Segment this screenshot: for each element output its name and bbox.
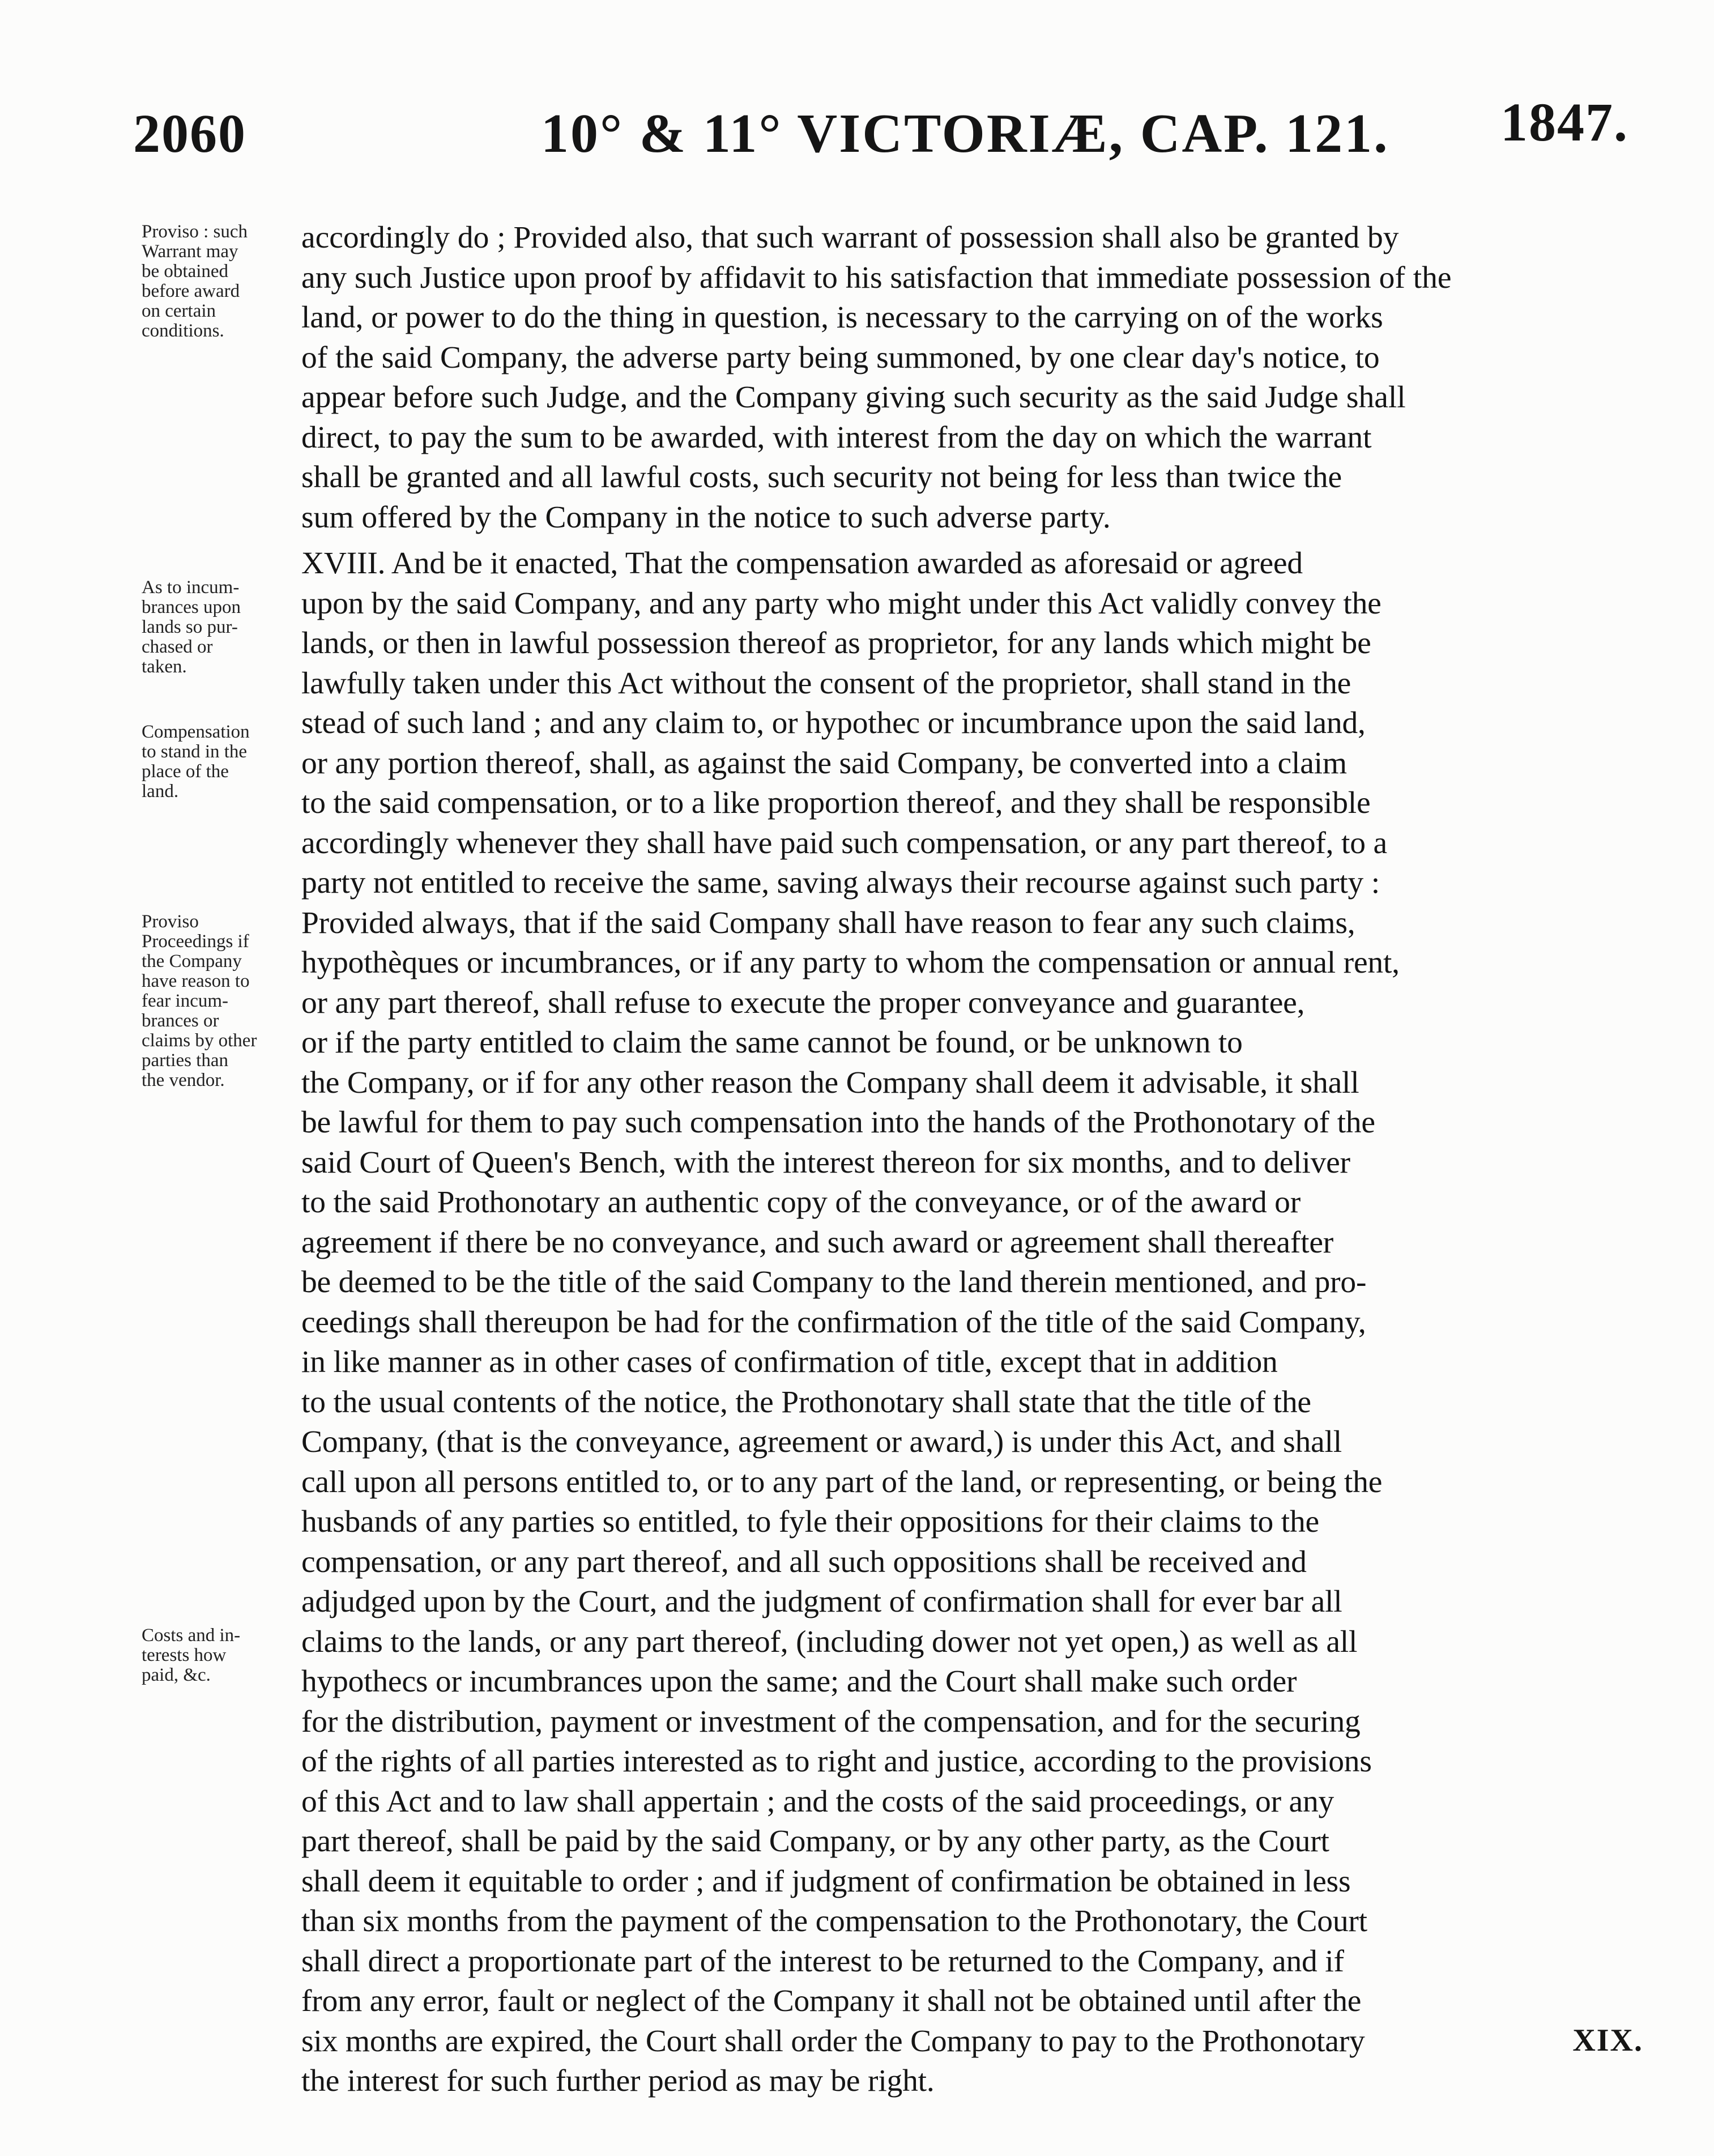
margin-note-proceedings: Proviso Proceedings if the Company have reason to fear incum- brances or claims by other parties than the vendor. (142, 911, 257, 1090)
section-xviii-paragraph: XVIII. And be it enacted, That the compensation awarded as aforesaid or agreed upon by the said Company, and any party who might under this Act validly convey the lands, or then in lawful possession thereof as proprietor, for any lands which might be lawfully taken under this Act without the consent of the proprietor, shall stand in the stead of such land ; and any claim to, or hypothec or incumbrance upon the said land, or any portion thereof, shall, as against the said Company, be converted into a claim to the said compensation, or to a like proportion thereof, and they shall be responsible accordingly whenever they shall have paid such compensation, or any part thereof, to a party not entitled to receive the same, saving always their recourse against such party : Provided always, that if the said Company shall have reason to fear any such claims, hypothèques or incumbrances, or if any party to whom the compensation or annual rent, or any part thereof, shall refuse to execute the proper conveyance and guarantee, or if the party entitled to claim the same cannot be found, or be unknown to the Company, or if for any other reason the Company shall deem it advisable, it shall be lawful for them to pay such compensation into the hands of the Prothonotary of the said Court of Queen's Bench, with the interest thereon for six months, and to deliver to the said Prothonotary an authentic copy of the conveyance, or of the award or agreement if there be no conveyance, and such award or agreement shall thereafter be deemed to be the title of the said Company to the land therein mentioned, and pro- ceedings shall thereupon be had for the confirmation of the title of the said Company, in like manner as in other cases of confirmation of title, except that in addition to the usual contents of the notice, the Prothonotary shall state that the title of the Company, (that is the conveyance, agreement or award,) is under this Act, and shall call upon all persons entitled to, or to any part of the land, or representing, or being the husbands of any parties so entitled, to fyle their oppositions for their claims to the compensation, or any part thereof, and all such oppositions shall be received and adjudged upon by the Court, and the judgment of confirmation shall for ever bar all claims to the lands, or any part thereof, (including dower not yet open,) as well as all hypothecs or incumbrances upon the same; and the Court shall make such order for the distribution, payment or investment of the compensation, and for the securing of the rights of all parties interested as to right and justice, according to the provisions of this Act and to law shall appertain ; and the costs of the said proceedings, or any part thereof, shall be paid by the said Company, or by any other party, as the Court shall deem it equitable to order ; and if judgment of confirmation be obtained in less than six months from the payment of the compensation to the Prothonotary, the Court shall direct a proportionate part of the interest to be returned to the Company, and if from any error, fault or neglect of the Company it shall not be obtained until after the six months are expired, the Court shall order the Company to pay to the Prothonotary the interest for such further period as may be right. (301, 546, 1400, 2098)
statute-year: 1847. (1500, 92, 1628, 152)
statute-title: 10° & 11° VICTORIÆ, CAP. 121. (541, 103, 1389, 164)
margin-note-compensation: Compensation to stand in the place of the land. (142, 722, 250, 802)
margin-note-proviso-warrant: Proviso : such Warrant may be obtained before award on certain conditions. (142, 221, 248, 341)
margin-note-costs: Costs and in- terests how paid, &c. (142, 1625, 241, 1685)
margin-note-incumbrances: As to incum- brances upon lands so pur- chased or taken. (142, 577, 241, 677)
catchword: XIX. (1572, 2023, 1643, 2058)
paragraph-warrant-proviso: accordingly do ; Provided also, that such warrant of possession shall also be granted by any such Justice upon proof by affidavit to his satisfaction that immediate possession of the land, or power to do the thing in question, is necessary to the carrying on of the works of the said Company, the adverse party being summoned, by one clear day's notice, to appear before such Judge, and the Company giving such security as the said Judge shall direct, to pay the sum to be awarded, with interest from the day on which the warrant shall be granted and all lawful costs, such security not being for less than twice the sum offered by the Company in the notice to such adverse party. (301, 220, 1452, 535)
page-number: 2060 (133, 103, 246, 164)
page-header (133, 91, 1628, 176)
